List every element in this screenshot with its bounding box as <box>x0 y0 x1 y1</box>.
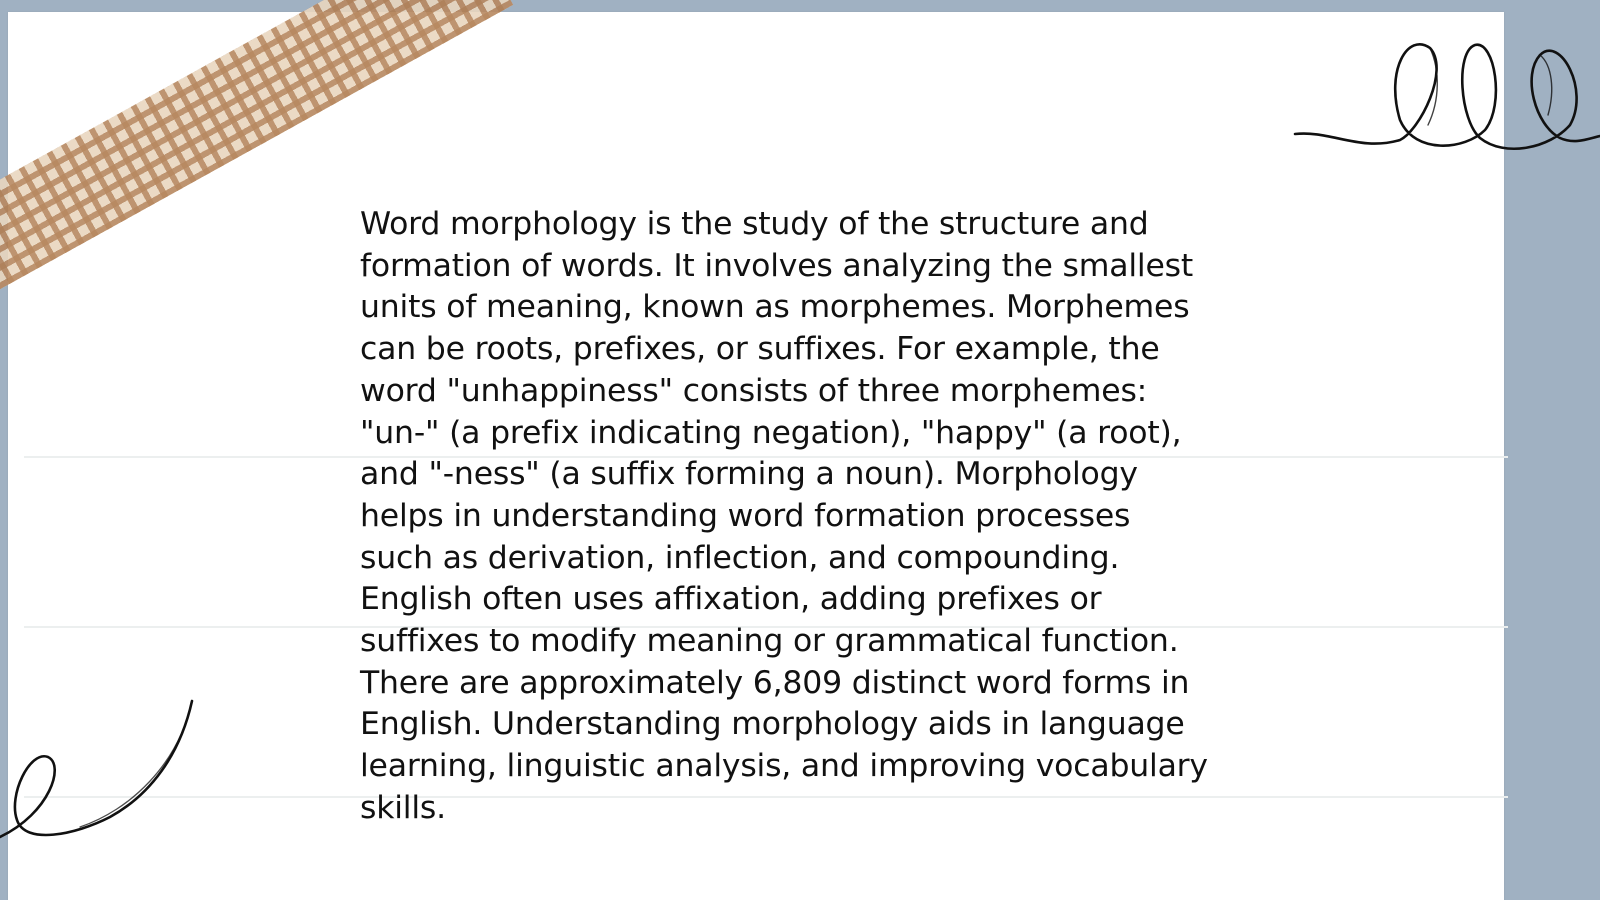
loop-squiggle-doodle-icon <box>1290 30 1600 160</box>
document-body-text: Word morphology is the study of the structure and formation of words. It involves analyzing the smallest units of meaning, known as morphemes. Morphemes can be roots, prefixes, or suffixes. For example, the word "unhappiness" consists of three morphemes: "un-" (a prefix indicating negation), "happy" (a root), and "-ness" (a suffix forming a noun). Morphology helps in understanding word formation processes such as derivation, inflection, and compounding. English often uses affixation, adding prefixes or suffixes to modify meaning or grammatical function. There are approximately 6,809 distinct word forms in English. Understanding morphology aids in language learning, linguistic analysis, and improving vocabulary skills. <box>360 206 1208 826</box>
swoosh-doodle-icon <box>0 695 210 855</box>
